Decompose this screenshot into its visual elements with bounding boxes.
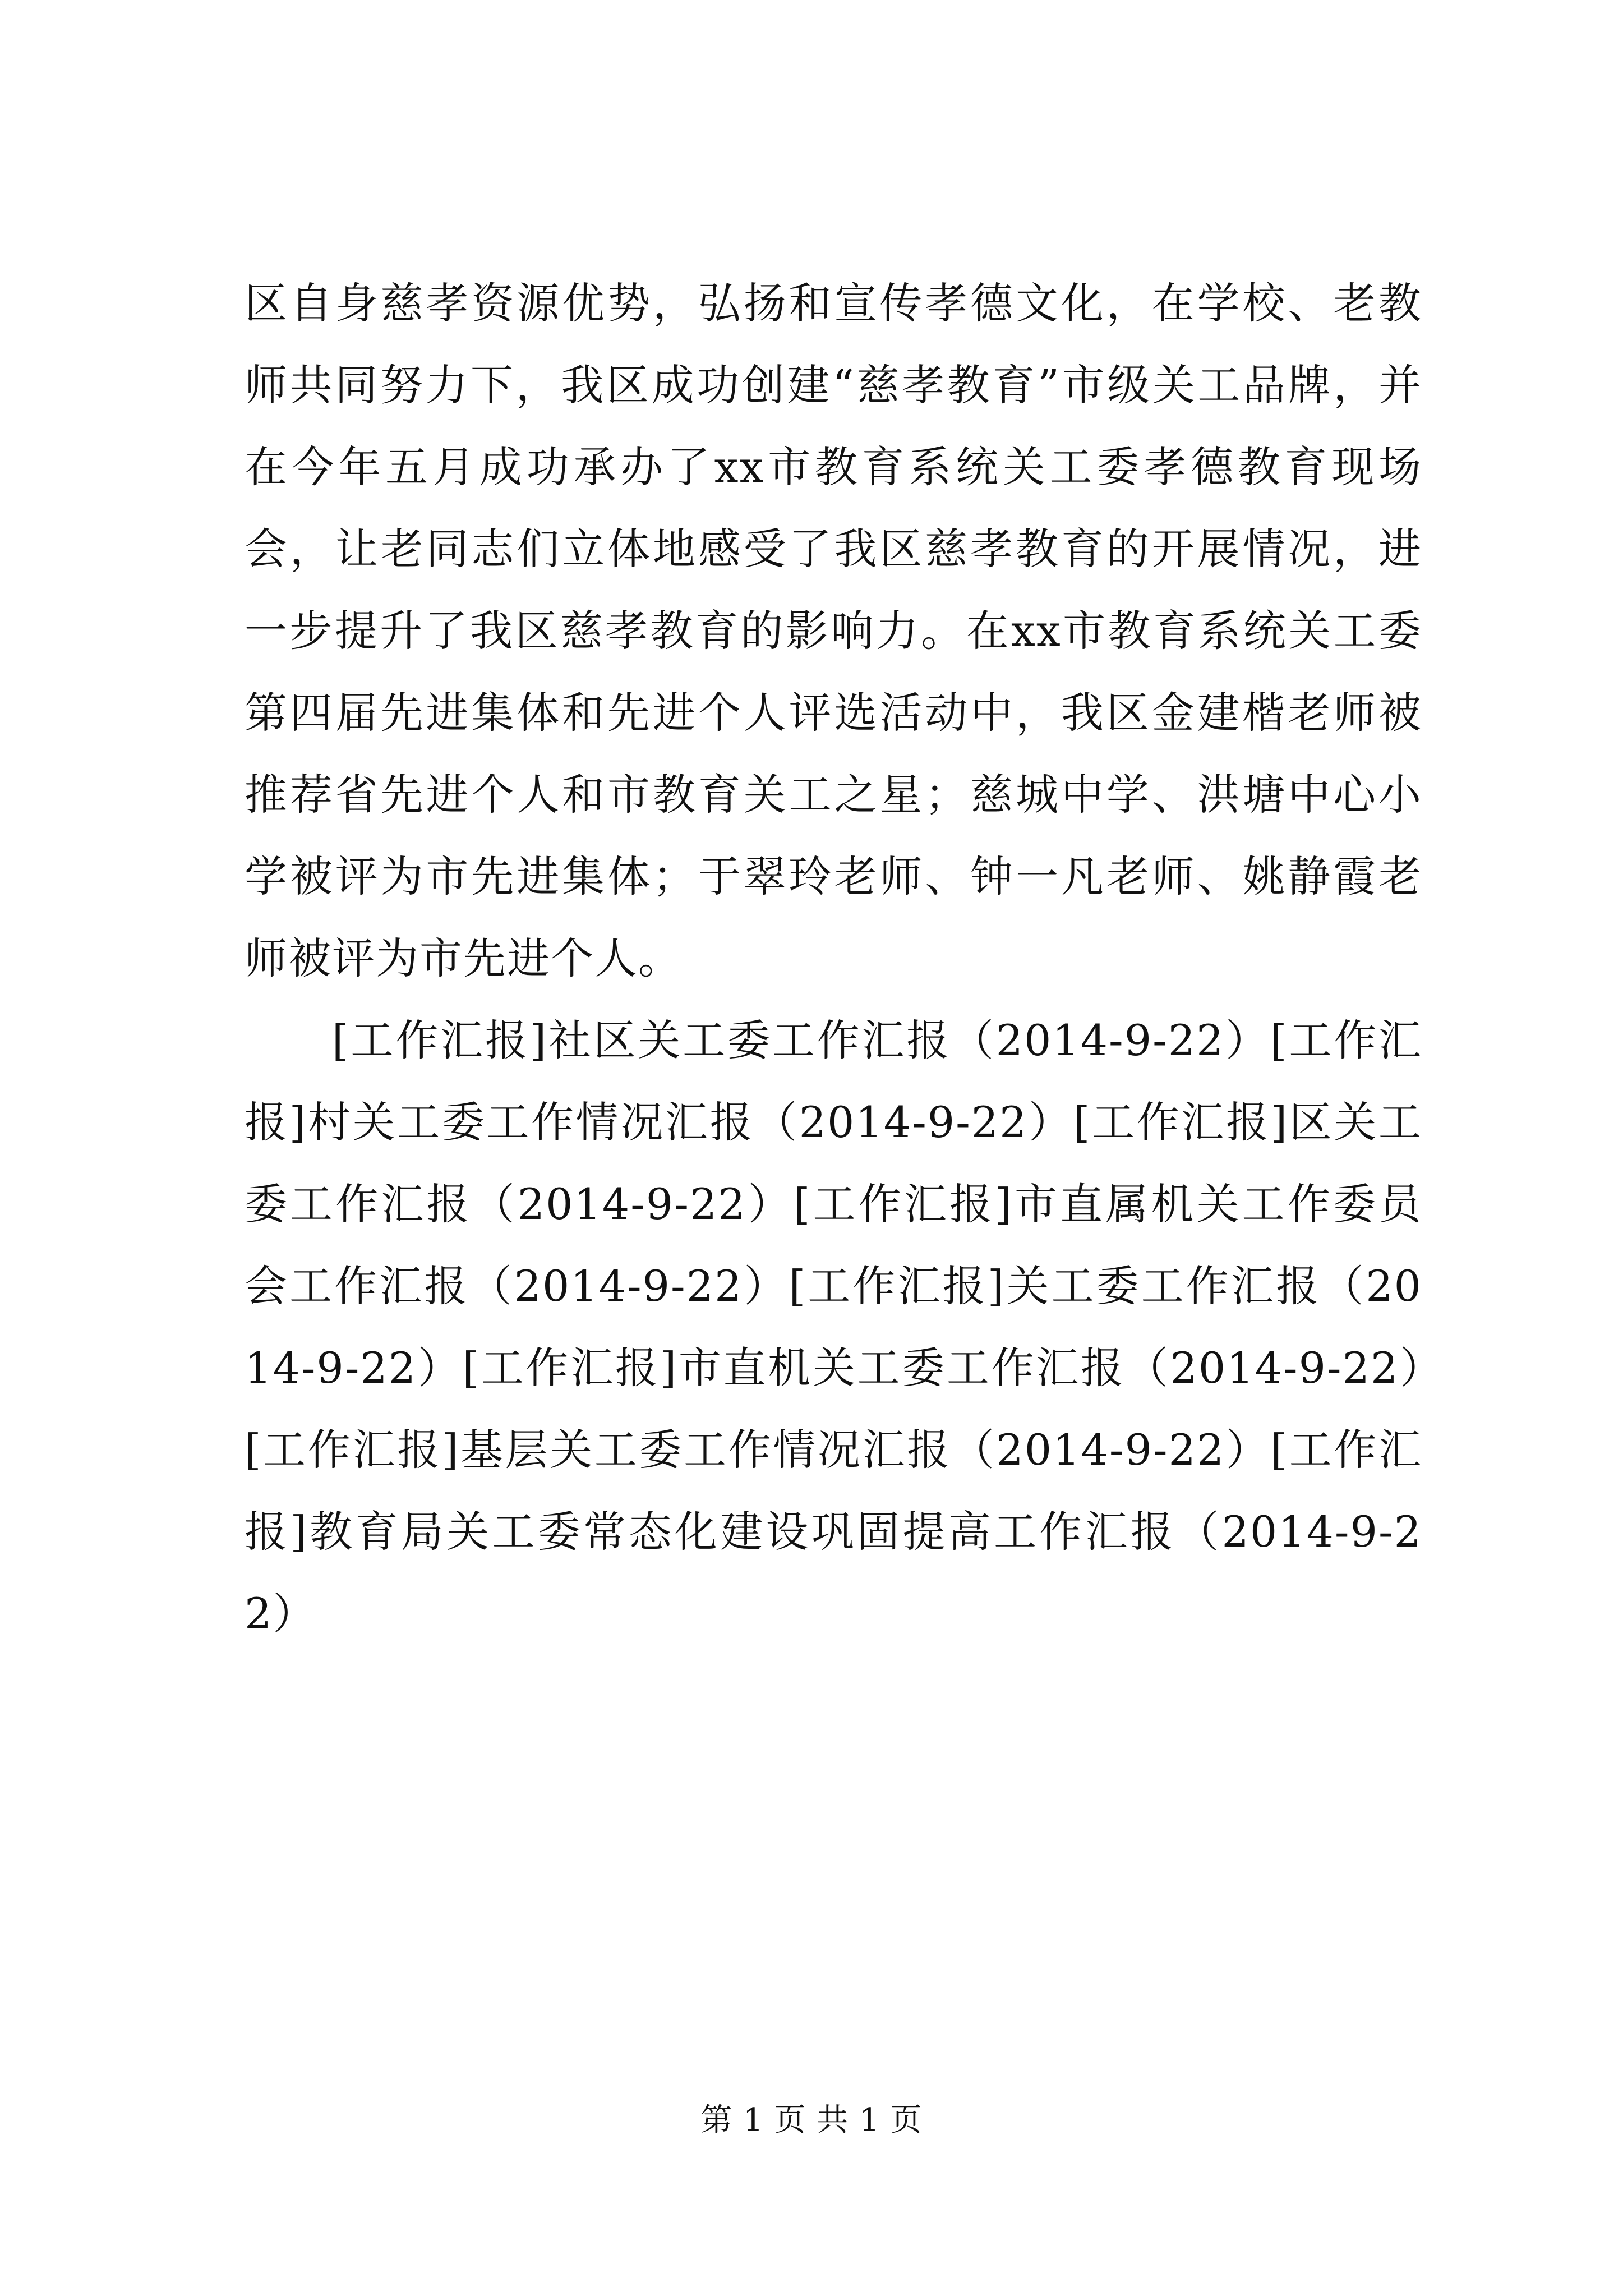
document-body bbox=[245, 263, 1422, 1655]
page-number: 第 1 页 共 1 页 bbox=[700, 2102, 923, 2138]
body-paragraph: 区自身慈孝资源优势，弘扬和宣传孝德文化，在学校、老教师共同努力下，我区成功创建“慈孝教育”市级关工品牌，并在今年五月成功承办了xx市教育系统关工委孝德教育现场会，让老同志们立体地感受了我区慈孝教育的开展情况，进一步提升了我区慈孝教育的影响力。在xx市教育系统关工委第四届先进集体和先进个人评选活动中，我区金建楷老师被推荐省先进个人和市教育关工之星；慈城中学、洪塘中心小学被评为市先进集体；于翠玲老师、钟一凡老师、姚静霞老师被评为市先进个人。 bbox=[245, 278, 1422, 983]
related-links-paragraph: [工作汇报]社区关工委工作汇报（2014-9-22）[工作汇报]村关工委工作情况汇报（2014-9-22）[工作汇报]区关工委工作汇报（2014-9-22）[工作汇报]市直属机关工作委员会工作汇报（2014-9-22）[工作汇报]关工委工作汇报（2014-9-22）[工作汇报]市直机关工委工作汇报（2014-9-22）[工作汇报]基层关工委工作情况汇报（2014-9-22）[工作汇报]教育局关工委常态化建设巩固提高工作汇报（2014-9-22） bbox=[245, 1015, 1422, 1639]
page-footer bbox=[0, 2098, 1623, 2143]
